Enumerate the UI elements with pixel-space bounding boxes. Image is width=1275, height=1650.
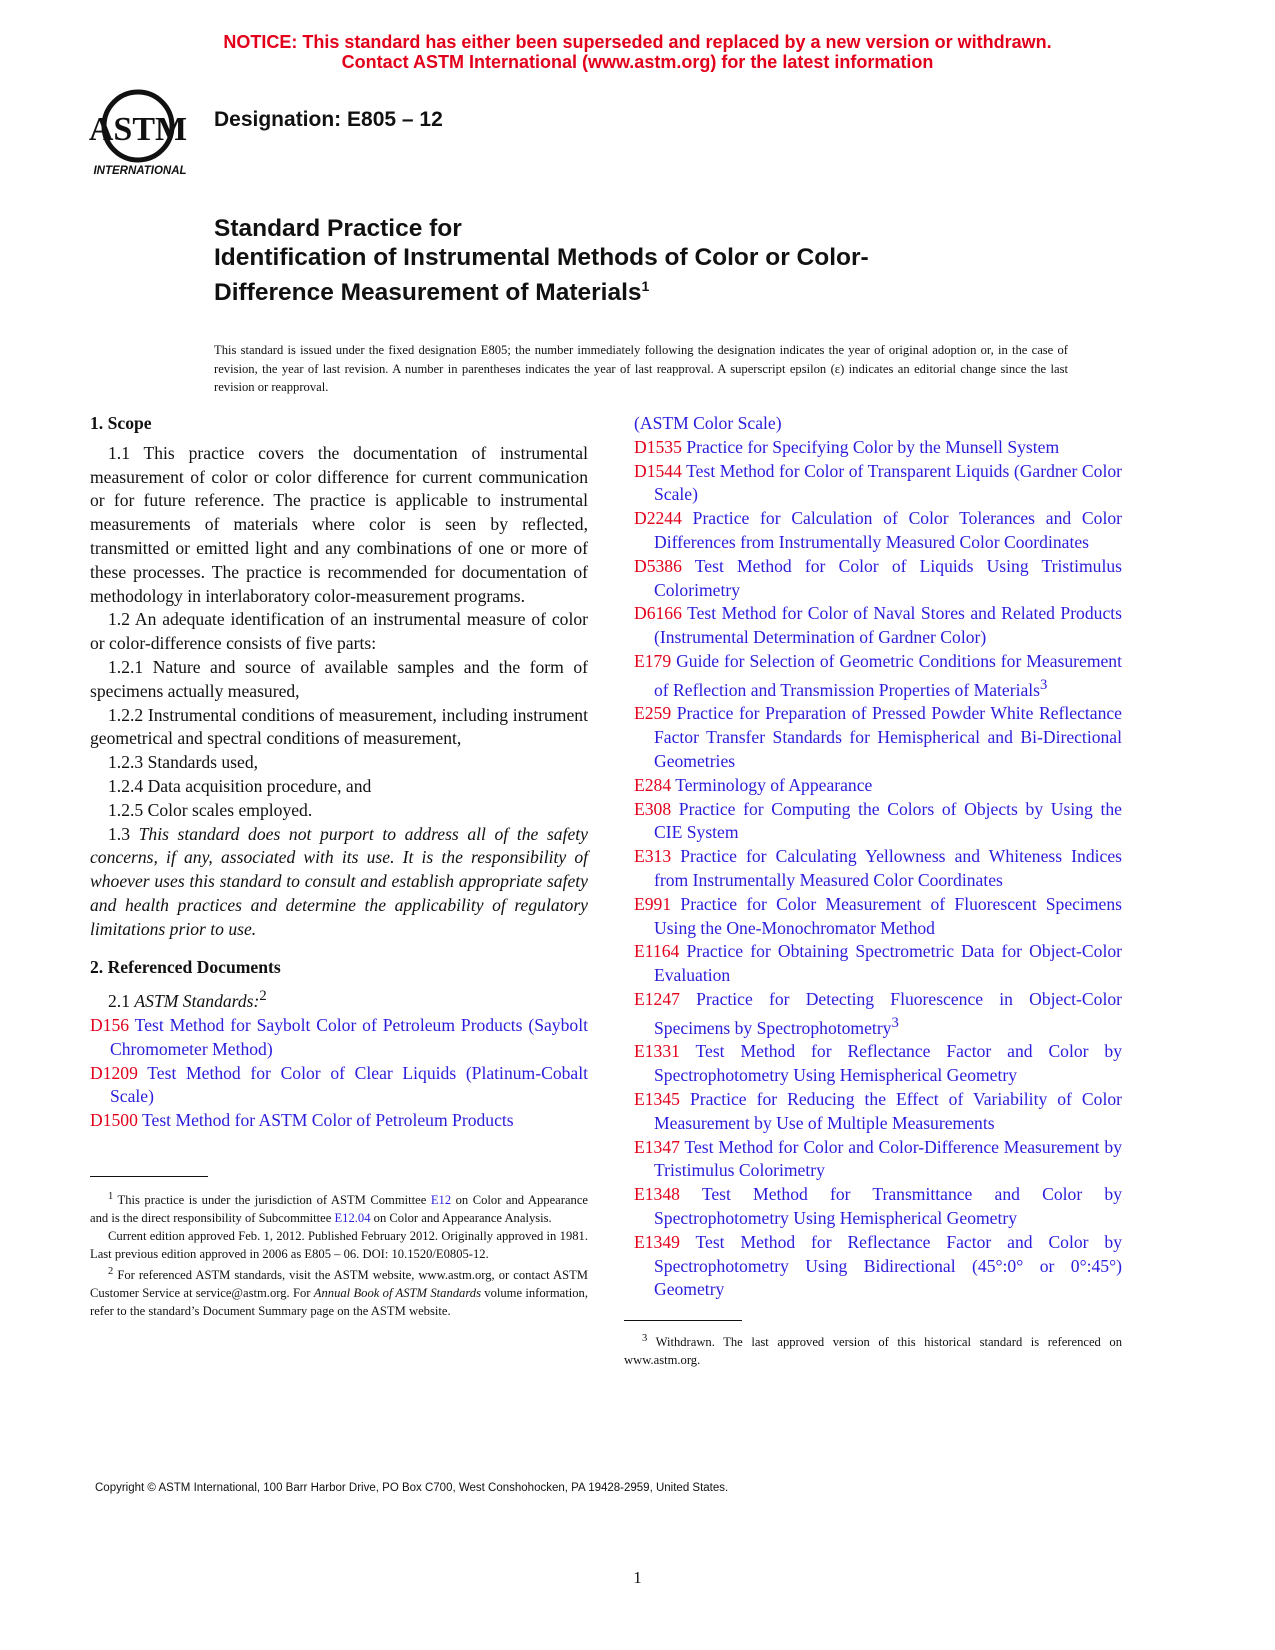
reference-code[interactable]: D2244 xyxy=(634,508,682,529)
reference-code[interactable]: D156 xyxy=(90,1014,130,1035)
footnote-1-edition: Current edition approved Feb. 1, 2012. Published February 2012. Originally approved in 1981. Last previous edition approved in 2006 as E805 – 06. DOI: 10.1520/E0805-12. xyxy=(90,1229,588,1262)
logo-letters: ASTM xyxy=(88,111,188,148)
para-1-2-2: 1.2.2 Instrumental conditions of measurement, including instrument geometrical and spectral conditions of measurement, xyxy=(90,704,588,749)
reference-title[interactable]: Terminology of Appearance xyxy=(675,774,873,795)
para-1-2-1: 1.2.1 Nature and source of available samples and the form of specimens actually measured, xyxy=(90,656,588,701)
reference-title[interactable]: Practice for Calculating Yellowness and Whiteness Indices from Instrumentally Measured Color Coordinates xyxy=(654,846,1122,890)
reference-continuation[interactable]: (ASTM Color Scale) xyxy=(634,413,782,433)
reference-title[interactable]: Test Method for Color of Transparent Liquids (Gardner Color Scale) xyxy=(654,460,1122,505)
reference-item[interactable] xyxy=(634,1231,1122,1302)
reference-code[interactable]: E1331 xyxy=(634,1041,680,1062)
reference-item[interactable] xyxy=(634,436,1122,460)
reference-footnote-mark: 3 xyxy=(1040,676,1048,693)
notice-line-2: Contact ASTM International (www.astm.org) for the latest information xyxy=(341,52,934,72)
reference-item[interactable] xyxy=(634,1183,1122,1231)
reference-title[interactable]: Test Method for Color and Color-Difference Measurement by Tristimulus Colorimetry xyxy=(654,1136,1122,1181)
para-1-2-4: 1.2.4 Data acquisition procedure, and xyxy=(108,775,372,796)
reference-title[interactable]: Practice for Calculation of Color Tolerances and Color Differences from Instrumentally Measured Color Coordinates xyxy=(654,508,1122,552)
reference-code[interactable]: D1209 xyxy=(90,1062,138,1083)
reference-title[interactable]: Practice for Color Measurement of Fluorescent Specimens Using the One-Monochromator Method xyxy=(654,893,1122,938)
reference-title[interactable]: Test Method for Saybolt Color of Petroleum Products (Saybolt Chromometer Method) xyxy=(110,1014,588,1059)
reference-item[interactable] xyxy=(90,1062,588,1110)
reference-title[interactable]: Practice for Obtaining Spectrometric Data for Object-Color Evaluation xyxy=(654,941,1122,986)
copyright-line: Copyright © ASTM International, 100 Barr Harbor Drive, PO Box C700, West Conshohocken, PA 19428-2959, United States. xyxy=(95,1482,729,1494)
left-footnotes xyxy=(90,1188,588,1320)
reference-code[interactable]: E179 xyxy=(634,650,672,671)
reference-title[interactable]: Test Method for Color of Naval Stores and Related Products (Instrumental Determination of Gardner Color) xyxy=(654,603,1122,648)
reference-title[interactable]: Practice for Reducing the Effect of Variability of Color Measurement by Use of Multiple Measurements xyxy=(654,1089,1122,1133)
reference-code[interactable]: E1164 xyxy=(634,941,680,962)
reference-title[interactable]: Practice for Specifying Color by the Munsell System xyxy=(686,436,1060,457)
reference-code[interactable]: D1535 xyxy=(634,436,682,457)
reference-code[interactable]: D1500 xyxy=(90,1110,138,1131)
footnote-rule-right xyxy=(624,1320,742,1321)
reference-item[interactable] xyxy=(634,798,1122,846)
notice-line-1: NOTICE: This standard has either been superseded and replaced by a new version or withdrawn. xyxy=(223,32,1052,52)
reference-code[interactable]: E308 xyxy=(634,798,672,819)
reference-code[interactable]: E313 xyxy=(634,846,672,867)
reference-code[interactable]: E1349 xyxy=(634,1231,680,1252)
reference-item[interactable] xyxy=(634,650,1122,702)
reference-title[interactable]: Test Method for Color of Liquids Using Tristimulus Colorimetry xyxy=(654,555,1122,600)
subcommittee-e12-04-link[interactable]: E12.04 xyxy=(334,1211,371,1226)
reference-code[interactable]: E259 xyxy=(634,703,672,724)
reference-item[interactable] xyxy=(90,1109,588,1133)
section-2-heading: 2. Referenced Documents xyxy=(90,956,281,977)
reference-item[interactable] xyxy=(634,460,1122,508)
reference-title[interactable]: Test Method for ASTM Color of Petroleum Products xyxy=(142,1110,514,1131)
reference-title[interactable]: Practice for Detecting Fluorescence in Object-Color Specimens by Spectrophotometry xyxy=(654,988,1122,1038)
left-reference-list xyxy=(90,1014,588,1133)
right-column xyxy=(634,412,1122,1302)
reference-item[interactable] xyxy=(634,702,1122,773)
reference-code[interactable]: D5386 xyxy=(634,555,682,576)
page-number: 1 xyxy=(633,1568,642,1587)
reference-code[interactable]: D1544 xyxy=(634,460,682,481)
reference-title[interactable]: Test Method for Transmittance and Color by Spectrophotometry Using Hemispherical Geometry xyxy=(654,1184,1122,1229)
footnote-3: $^3$ Withdrawn. The last approved version of this historical standard is referenced on www.astm.org. xyxy=(624,1333,1122,1368)
reference-item[interactable] xyxy=(634,774,1122,798)
reference-footnote-mark: 3 xyxy=(891,1014,899,1031)
reference-code[interactable]: E1348 xyxy=(634,1184,680,1205)
right-footnotes xyxy=(624,1330,1122,1369)
footnote-2: $^2$ For referenced ASTM standards, visit the ASTM website, www.astm.org, or contact ASTM Customer Service at service@astm.org. For Annual Book of ASTM Standards volume information, refer to the standard’s Document Summary page on the ASTM website. xyxy=(90,1266,588,1319)
reference-item[interactable] xyxy=(634,988,1122,1040)
reference-item[interactable] xyxy=(634,940,1122,988)
para-2-1: 2.1 ASTM Standards:$^2$ xyxy=(108,988,267,1012)
designation: Designation: E805 – 12 xyxy=(214,108,443,131)
reference-item[interactable] xyxy=(634,1040,1122,1088)
document-title xyxy=(214,214,1014,307)
footnote-rule-left xyxy=(90,1176,208,1177)
issuance-statement: This standard is issued under the fixed designation E805; the number immediately following the designation indicates the year of original adoption or, in the case of revision, the year of last revision. A number in parentheses indicates the year of last reapproval. A superscript epsilon (ε) indicates an editorial change since the last revision or reapproval. xyxy=(214,343,1068,394)
reference-item[interactable] xyxy=(90,1014,588,1062)
reference-item[interactable] xyxy=(634,507,1122,555)
reference-title[interactable]: Practice for Computing the Colors of Objects by Using the CIE System xyxy=(654,798,1122,843)
reference-code[interactable]: E1345 xyxy=(634,1089,680,1110)
reference-title[interactable]: Test Method for Reflectance Factor and Color by Spectrophotometry Using Hemispherical Geometry xyxy=(654,1041,1122,1086)
para-1-3: 1.3 This standard does not purport to address all of the safety concerns, if any, associated with its use. It is the responsibility of whoever uses this standard to consult and establish appropriate safety and health practices and determine the applicability of regulatory limitations prior to use. xyxy=(90,823,588,939)
para-1-2-3: 1.2.3 Standards used, xyxy=(108,752,259,773)
astm-logo xyxy=(88,88,200,180)
title-line-1: Standard Practice for xyxy=(214,215,462,242)
reference-item[interactable] xyxy=(634,602,1122,650)
committee-e12-link[interactable]: E12 xyxy=(430,1193,452,1208)
reference-item[interactable] xyxy=(634,555,1122,603)
reference-title[interactable]: Practice for Preparation of Pressed Powder White Reflectance Factor Transfer Standards for Hemispherical and Bi-Directional Geometries xyxy=(654,703,1122,772)
footnote-1: $^1$ This practice is under the jurisdiction of ASTM Committee E12 on Color and Appearance and is the direct responsibility of Subcommittee E12.04 on Color and Appearance Analysis. xyxy=(90,1191,589,1226)
para-1-1: 1.1 This practice covers the documentation of instrumental measurement of color or color difference for current communication or for future reference. The practice is applicable to instrumental measurements of materials where color is seen by reflected, transmitted or emitted light and any combinations of one or more of these processes. The practice is recommended for documentation of methodology in interlaboratory color-measurement programs. xyxy=(90,442,588,606)
reference-code[interactable]: E284 xyxy=(634,774,672,795)
reference-title[interactable]: Guide for Selection of Geometric Conditions for Measurement of Reflection and Transmission Properties of Materials xyxy=(654,650,1122,700)
reference-item[interactable] xyxy=(634,893,1122,941)
reference-code[interactable]: E1247 xyxy=(634,988,680,1009)
astm-logo-mark xyxy=(88,88,200,180)
reference-code[interactable]: D6166 xyxy=(634,603,682,624)
reference-title[interactable]: Test Method for Color of Clear Liquids (Platinum-Cobalt Scale) xyxy=(110,1062,588,1107)
section-1-heading: 1. Scope xyxy=(90,413,152,433)
reference-code[interactable]: E991 xyxy=(634,893,672,914)
reference-item[interactable] xyxy=(634,1088,1122,1136)
title-line-2: Identification of Instrumental Methods of Color or Color- xyxy=(214,244,869,271)
title-line-3: Difference Measurement of Materials$^1$ xyxy=(214,278,650,307)
right-reference-list xyxy=(634,436,1122,1302)
reference-item[interactable] xyxy=(634,845,1122,893)
para-1-2: 1.2 An adequate identification of an instrumental measure of color or color-difference consists of five parts: xyxy=(90,609,588,654)
reference-code[interactable]: E1347 xyxy=(634,1136,680,1157)
para-1-2-5: 1.2.5 Color scales employed. xyxy=(108,799,313,820)
logo-international: INTERNATIONAL xyxy=(93,165,187,177)
title-footnote-mark: 1 xyxy=(641,278,650,294)
reference-title[interactable]: Test Method for Reflectance Factor and Color by Spectrophotometry Using Bidirectional (45°:0° or 0°:45°) Geometry xyxy=(654,1231,1122,1300)
reference-item[interactable] xyxy=(634,1136,1122,1184)
left-column xyxy=(90,412,588,1133)
withdrawal-notice xyxy=(0,32,1275,72)
